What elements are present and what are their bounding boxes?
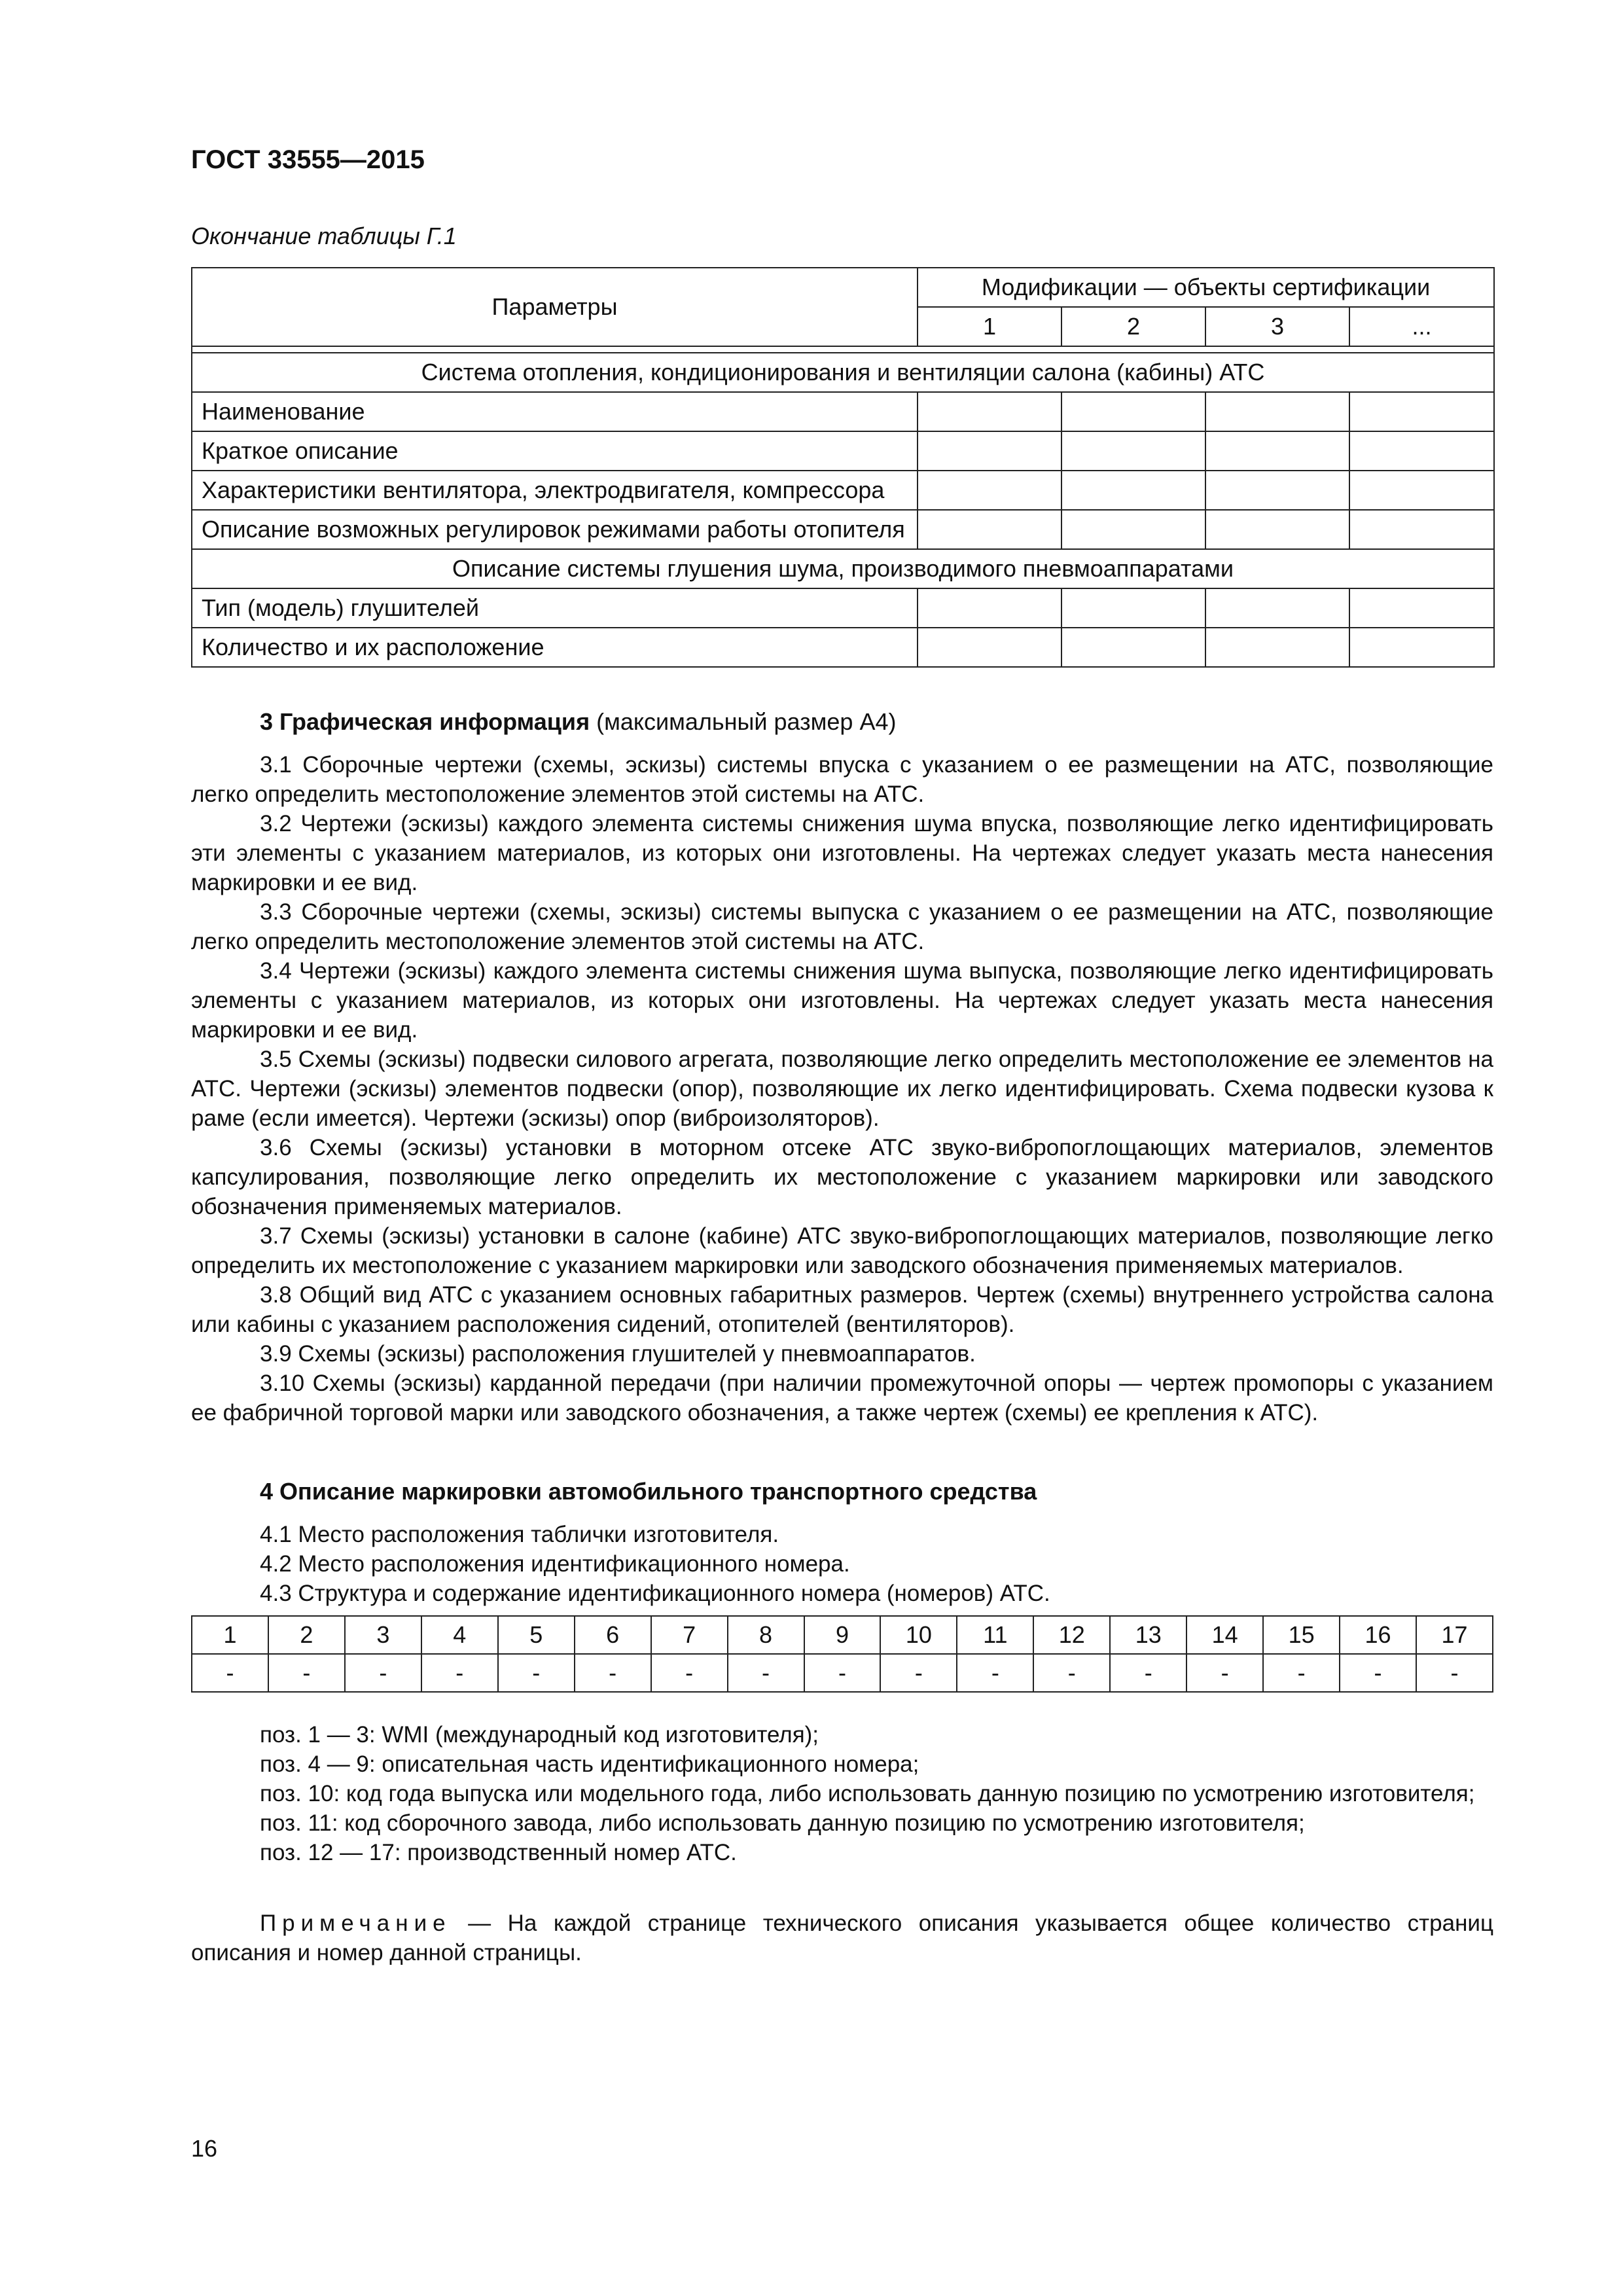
table-cell: [1061, 588, 1205, 628]
vin-position-number: 9: [804, 1616, 881, 1654]
table-cell: [1061, 431, 1205, 471]
paragraph: 3.10 Схемы (эскизы) карданной передачи (при наличии промежуточной опоры — чертеж промопоры с указанием ее фабричной торговой марки или заводского обозначения, а также чертеж (схемы) ее крепления к АТС).: [191, 1371, 1493, 1426]
paragraph: 4.2 Место расположения идентификационного номера.: [260, 1551, 850, 1577]
table-cell: [918, 628, 1061, 667]
paragraph: 3.1 Сборочные чертежи (схемы, эскизы) системы впуска с указанием о ее размещении на АТС, позволяющие легко определить местоположение элементов этой системы на АТС.: [191, 752, 1493, 807]
vin-position-number: 5: [498, 1616, 575, 1654]
col-header: 1: [918, 307, 1061, 346]
vin-position-value: -: [957, 1654, 1033, 1692]
position-item: поз. 11: код сборочного завода, либо использовать данную позицию по усмотрению изготовителя;: [260, 1810, 1305, 1836]
section-3-heading: [260, 708, 896, 736]
table-row-label: Описание возможных регулировок режимами работы отопителя: [192, 510, 918, 549]
vin-position-value: -: [268, 1654, 345, 1692]
vin-position-number: 13: [1110, 1616, 1186, 1654]
note: [191, 1909, 1493, 1967]
note-label: Примечание: [260, 1910, 452, 1936]
table-cell: [918, 392, 1061, 431]
table-cell: [1205, 510, 1349, 549]
table-cell: [1205, 471, 1349, 510]
param-header: Параметры: [192, 268, 918, 346]
table-row-label: Количество и их расположение: [192, 628, 918, 667]
vin-position-number: 17: [1416, 1616, 1493, 1654]
table-cell: [1349, 392, 1494, 431]
vin-position-number: 2: [268, 1616, 345, 1654]
paragraph: 3.3 Сборочные чертежи (схемы, эскизы) системы выпуска с указанием о ее размещении на АТС, позволяющие легко определить местоположение элементов этой системы на АТС.: [191, 899, 1493, 954]
table-cell: [1205, 431, 1349, 471]
section-3-title: 3 Графическая информация: [260, 708, 590, 735]
table-cell: [918, 471, 1061, 510]
table-cell: [1061, 510, 1205, 549]
table-cell: [1205, 628, 1349, 667]
table-cell: [1061, 471, 1205, 510]
vin-position-value: -: [1110, 1654, 1186, 1692]
note-text: — На каждой странице технического описания указывается общее количество страниц описания и номер данной страницы.: [191, 1910, 1493, 1965]
paragraph: 3.7 Схемы (эскизы) установки в салоне (кабине) АТС звуко-вибропоглощающих материалов, позволяющие легко определить их местоположение с указанием маркировки или заводского обозначения применяемых материалов.: [191, 1223, 1493, 1278]
col-header: 2: [1061, 307, 1205, 346]
vin-position-value: -: [1186, 1654, 1263, 1692]
vin-structure-table: [191, 1615, 1493, 1693]
vin-position-number: 6: [575, 1616, 651, 1654]
paragraph: 4.1 Место расположения таблички изготовителя.: [260, 1522, 779, 1547]
paragraph: 4.3 Структура и содержание идентификационного номера (номеров) АТС.: [260, 1581, 1050, 1606]
table-row-label: Наименование: [192, 392, 918, 431]
table-continuation-caption: Окончание таблицы Г.1: [191, 223, 457, 249]
table-cell: [918, 431, 1061, 471]
page-number: 16: [191, 2135, 218, 2162]
positions-list: [191, 1720, 1493, 1867]
section-row: Описание системы глушения шума, производимого пневмоаппаратами: [192, 549, 1494, 588]
position-item: поз. 10: код года выпуска или модельного года, либо использовать данную позицию по усмотрению изготовителя;: [260, 1781, 1475, 1806]
vin-position-number: 7: [651, 1616, 728, 1654]
table-cell: [918, 588, 1061, 628]
vin-position-value: -: [1263, 1654, 1340, 1692]
vin-position-number: 11: [957, 1616, 1033, 1654]
header-separator: [192, 346, 1494, 353]
modifications-header: Модификации — объекты сертификации: [918, 268, 1494, 307]
vin-position-value: -: [421, 1654, 498, 1692]
paragraph: 3.8 Общий вид АТС с указанием основных габаритных размеров. Чертеж (схемы) внутреннего устройства салона или кабины с указанием расположения сидений, отопителей (вентиляторов).: [191, 1282, 1493, 1337]
section-4-body: [191, 1520, 1493, 1608]
paragraph: 3.4 Чертежи (эскизы) каждого элемента системы снижения шума выпуска, позволяющие легко идентифицировать элементы с указанием материалов, из которых они изготовлены. На чертежах следует указать места нанесения маркировки и ее вид.: [191, 958, 1493, 1043]
table-cell: [1061, 392, 1205, 431]
vin-position-value: -: [880, 1654, 957, 1692]
col-header: 3: [1205, 307, 1349, 346]
section-4-title: 4 Описание маркировки автомобильного транспортного средства: [260, 1478, 1037, 1505]
table-row-label: Характеристики вентилятора, электродвигателя, компрессора: [192, 471, 918, 510]
vin-position-number: 4: [421, 1616, 498, 1654]
table-cell: [1205, 392, 1349, 431]
paragraph: 3.6 Схемы (эскизы) установки в моторном отсеке АТС звуко-вибропоглощающих материалов, элементов капсулирования, позволяющие легко определить их местоположение с указанием маркировки или заводского обозначения применяемых материалов.: [191, 1135, 1493, 1219]
table-cell: [918, 510, 1061, 549]
paragraph: 3.5 Схемы (эскизы) подвески силового агрегата, позволяющие легко определить местоположение ее элементов на АТС. Чертежи (эскизы) элементов подвески (опор), позволяющие их легко идентифицировать. Схема подвески кузова к раме (если имеется). Чертежи (эскизы) опор (виброизоляторов).: [191, 1047, 1493, 1131]
vin-position-value: -: [1340, 1654, 1416, 1692]
vin-position-value: -: [651, 1654, 728, 1692]
table-cell: [1349, 628, 1494, 667]
vin-position-value: -: [804, 1654, 881, 1692]
parameters-table: [191, 267, 1495, 668]
vin-position-value: -: [1033, 1654, 1110, 1692]
vin-position-number: 15: [1263, 1616, 1340, 1654]
section-3-body: [191, 750, 1493, 1427]
vin-position-number: 10: [880, 1616, 957, 1654]
table-row-label: Краткое описание: [192, 431, 918, 471]
table-cell: [1349, 510, 1494, 549]
vin-position-value: -: [192, 1654, 268, 1692]
vin-position-number: 12: [1033, 1616, 1110, 1654]
table-cell: [1349, 588, 1494, 628]
section-row: Система отопления, кондиционирования и вентиляции салона (кабины) АТС: [192, 353, 1494, 392]
paragraph: 3.9 Схемы (эскизы) расположения глушителей у пневмоаппаратов.: [260, 1341, 976, 1367]
vin-position-value: -: [1416, 1654, 1493, 1692]
paragraph: 3.2 Чертежи (эскизы) каждого элемента системы снижения шума впуска, позволяющие легко идентифицировать эти элементы с указанием материалов, из которых они изготовлены. На чертежах следует указать места нанесения маркировки и ее вид.: [191, 811, 1493, 895]
vin-position-number: 16: [1340, 1616, 1416, 1654]
vin-position-number: 1: [192, 1616, 268, 1654]
table-row-label: Тип (модель) глушителей: [192, 588, 918, 628]
table-cell: [1349, 431, 1494, 471]
table-cell: [1061, 628, 1205, 667]
section-3-subtitle: (максимальный размер А4): [596, 708, 897, 735]
position-item: поз. 4 — 9: описательная часть идентификационного номера;: [260, 1751, 919, 1777]
table-cell: [1349, 471, 1494, 510]
table-cell: [1205, 588, 1349, 628]
vin-position-value: -: [728, 1654, 804, 1692]
vin-position-number: 14: [1186, 1616, 1263, 1654]
position-item: поз. 12 — 17: производственный номер АТС.: [260, 1840, 737, 1865]
vin-position-value: -: [575, 1654, 651, 1692]
document-header: ГОСТ 33555—2015: [191, 145, 425, 174]
position-item: поз. 1 — 3: WMI (международный код изготовителя);: [260, 1722, 819, 1748]
vin-position-value: -: [345, 1654, 421, 1692]
vin-position-number: 8: [728, 1616, 804, 1654]
vin-position-number: 3: [345, 1616, 421, 1654]
vin-position-value: -: [498, 1654, 575, 1692]
col-header: ...: [1349, 307, 1494, 346]
